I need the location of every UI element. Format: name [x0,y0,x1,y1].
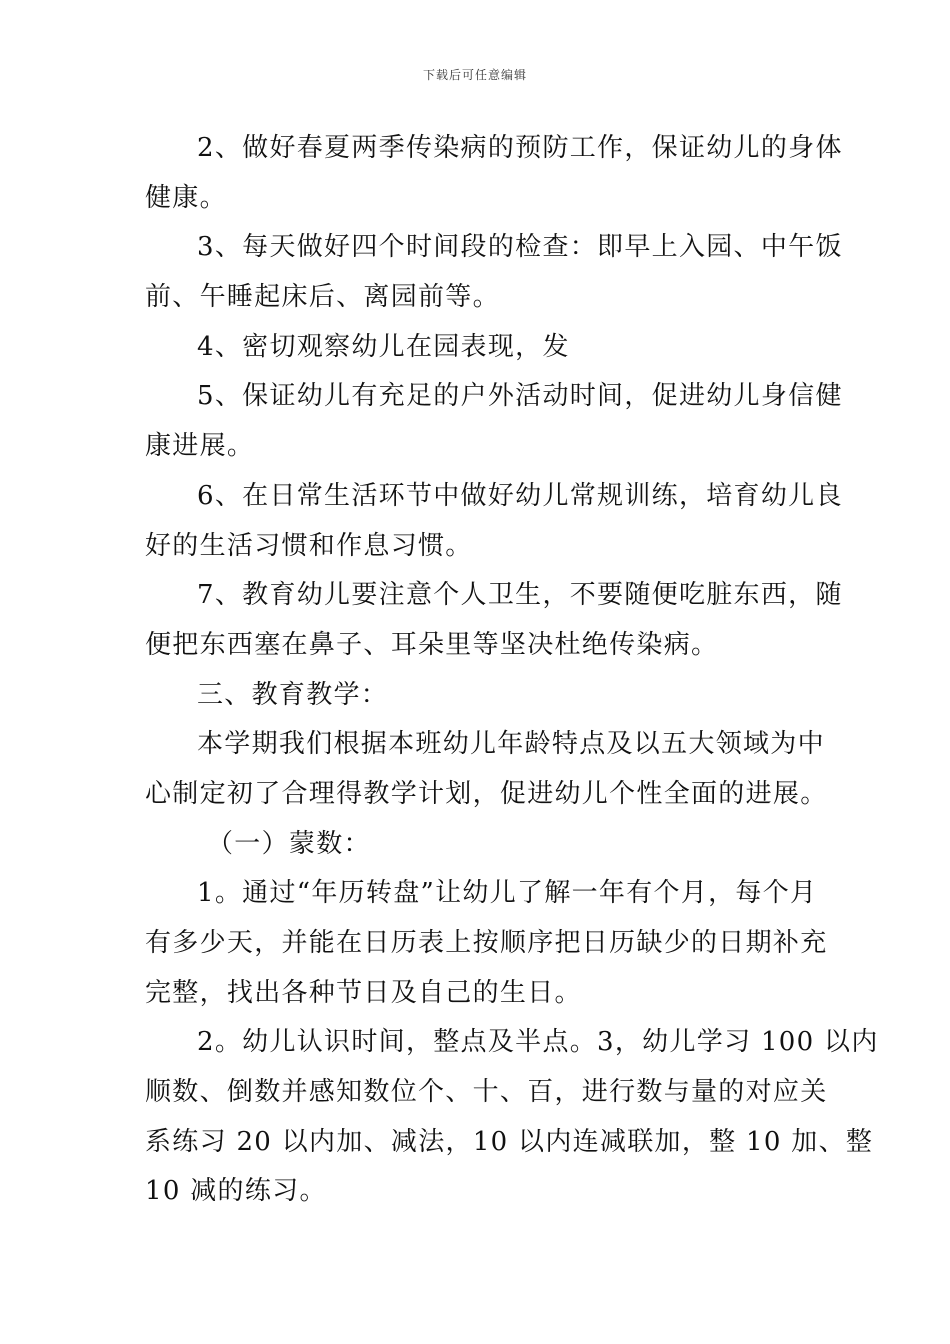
paragraph-line: 3、每天做好四个时间段的检查：即早上入园、中午饭 [197,232,843,263]
paragraph-line: 系练习 20 以内加、减法，10 以内连减联加，整 10 加、整 [145,1126,874,1157]
paragraph-line: 7、教育幼儿要注意个人卫生，不要随便吃脏东西，随 [197,580,843,611]
paragraph-line: 便把东西塞在鼻子、耳朵里等坚决杜绝传染病。 [145,629,719,660]
subsection-heading: （一）蒙数： [207,828,371,859]
paragraph-line: 顺数、倒数并感知数位个、十、百，进行数与量的对应关 [145,1077,828,1108]
paragraph-line: 5、保证幼儿有充足的户外活动时间，促进幼儿身信健 [197,381,843,412]
paragraph-line: 1。通过“年历转盘”让幼儿了解一年有个月，每个月 [197,878,818,909]
paragraph-line: 10 减的练习。 [145,1176,327,1207]
paragraph-line: 本学期我们根据本班幼儿年龄特点及以五大领域为中 [197,729,825,760]
paragraph-line: 康进展。 [145,431,255,462]
paragraph-line: 健康。 [145,182,227,213]
section-heading: 三、教育教学： [197,679,389,710]
paragraph-line: 完整，找出各种节日及自己的生日。 [145,977,582,1008]
paragraph-line: 前、午睡起床后、离园前等。 [145,282,500,313]
paragraph-line: 2、做好春夏两季传染病的预防工作，保证幼儿的身体 [197,133,843,163]
paragraph-line: 4、密切观察幼儿在园表现，发 [197,331,570,362]
paragraph-line: 有多少天，并能在日历表上按顺序把日历缺少的日期补充 [145,928,828,958]
paragraph-line: 心制定初了合理得教学计划，促进幼儿个性全面的进展。 [145,778,828,809]
page-header-note: 下载后可任意编辑 [422,68,527,82]
paragraph-line: 好的生活习惯和作息习惯。 [145,530,473,561]
document-body [145,124,879,1217]
paragraph-line: 6、在日常生活环节中做好幼儿常规训练，培育幼儿良 [197,480,843,511]
paragraph-line: 2。幼儿认识时间，整点及半点。3，幼儿学习 100 以内 [197,1027,879,1058]
